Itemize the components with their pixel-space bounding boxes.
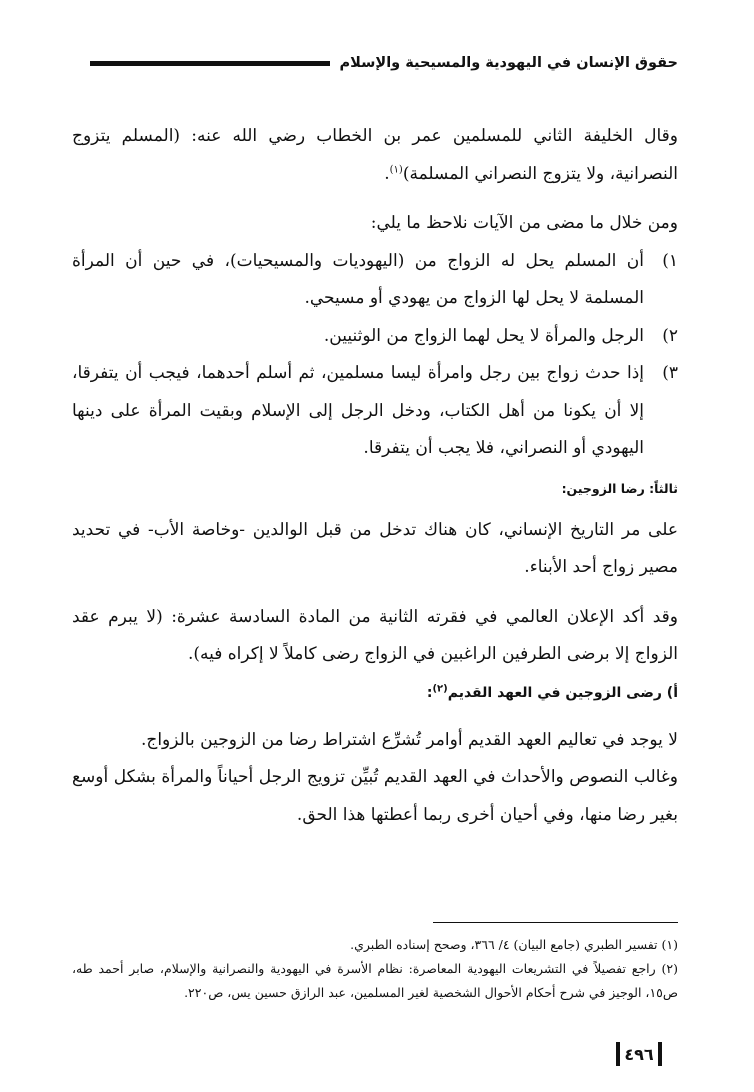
footnote-ref-2[interactable]: (٢) [432, 682, 448, 694]
paragraph-old-testament-2: وغالب النصوص والأحداث في العهد القديم تُبيِّن تزويج الرجل أحياناً والمرأة بشكل أوسع بغير رضا منها، وفي أحيان أخرى ربما أعطتها هذا الحق. [72, 767, 678, 825]
running-header [90, 48, 678, 78]
footnote-2: (٢) راجع تفصيلاً في التشريعات اليهودية المعاصرة: نظام الأسرة في اليهودية والنصرانية والإسلام، صابر أحمد طه، ص١٥، الوجيز في شرح أحكام الأحوال الشخصية لغير المسلمين، عبد الرازق حسين يس، ص٢٢٠. [72, 961, 678, 1000]
paragraph-umar-quote-end: . [384, 163, 390, 184]
page-number: ٤٩٦ [624, 1044, 654, 1064]
list-text-1: أن المسلم يحل له الزواج من (اليهوديات والمسيحيات)، في حين أن المرأة المسلمة لا يحل لها الزواج من يهودي أو مسيحي. [72, 250, 644, 308]
paragraph-universal-declaration: وقد أكد الإعلان العالمي في فقرته الثانية من المادة السادسة عشرة: (لا يبرم عقد الزواج إلا برضى الطرفين الراغبين في الزواج رضى كاملاً لا إكراه فيه). [72, 606, 678, 664]
paragraph-umar-quote-text: وقال الخليفة الثاني للمسلمين عمر بن الخطاب رضي الله عنه: (المسلم يتزوج النصرانية، ولا يتزوج النصراني المسلمة) [72, 126, 678, 184]
paragraph-old-testament-1: لا يوجد في تعاليم العهد القديم أوامر تُشرِّع اشتراط رضا من الزوجين بالزواج. [140, 729, 678, 750]
footnote-1: (١) تفسير الطبري (جامع البيان) ٤/ ٣٦٦، وصحح إسناده الطبري. [350, 937, 678, 952]
footnote-separator [433, 922, 678, 923]
page-number-box [598, 1040, 680, 1068]
header-rule [90, 61, 330, 66]
list-number-1: ١) [662, 250, 678, 271]
section-heading-spouses-consent: ثالثاً: رضا الزوجين: [561, 480, 678, 496]
main-text [72, 118, 678, 834]
footnote-ref-1[interactable]: (١) [389, 163, 403, 175]
list-text-3: إذا حدث زواج بين رجل وامرأة ليسا مسلمين، ثم أسلم أحدهما، فيجب أن يتفرقا، إلا أن يكونا من أهل الكتاب، ودخل الرجل إلى الإسلام وبقيت المرأة على دينها اليهودي أو النصراني، فلا يجب أن يتفرقا. [72, 363, 644, 458]
list-item-2 [72, 318, 678, 356]
list-number-2: ٢) [662, 325, 678, 346]
running-header-title: حقوق الإنسان في اليهودية والمسيحية والإسلام [339, 55, 678, 71]
footnotes [72, 922, 678, 1005]
paragraph-observations-intro: ومن خلال ما مضى من الآيات نلاحظ ما يلي: [370, 213, 678, 233]
subsection-heading-text: أ) رضى الزوجين في العهد القديم [447, 684, 678, 701]
list-text-2: الرجل والمرأة لا يحل لهما الزواج من الوثنيين. [323, 325, 644, 346]
list-item-1 [72, 243, 678, 318]
paragraph-parents-intervention: على مر التاريخ الإنساني، كان هناك تدخل من قبل الوالدين -وخاصة الأب- في تحديد مصير زواج أحد الأبناء. [72, 519, 678, 577]
subsection-heading-colon: : [426, 684, 433, 701]
list-item-3 [72, 355, 678, 468]
page-number-bar-right [658, 1042, 662, 1066]
paragraph-umar-quote [72, 118, 678, 193]
list-number-3: ٣) [662, 363, 678, 383]
page-number-bar-left [616, 1042, 620, 1066]
subsection-heading-old-testament [72, 678, 678, 708]
